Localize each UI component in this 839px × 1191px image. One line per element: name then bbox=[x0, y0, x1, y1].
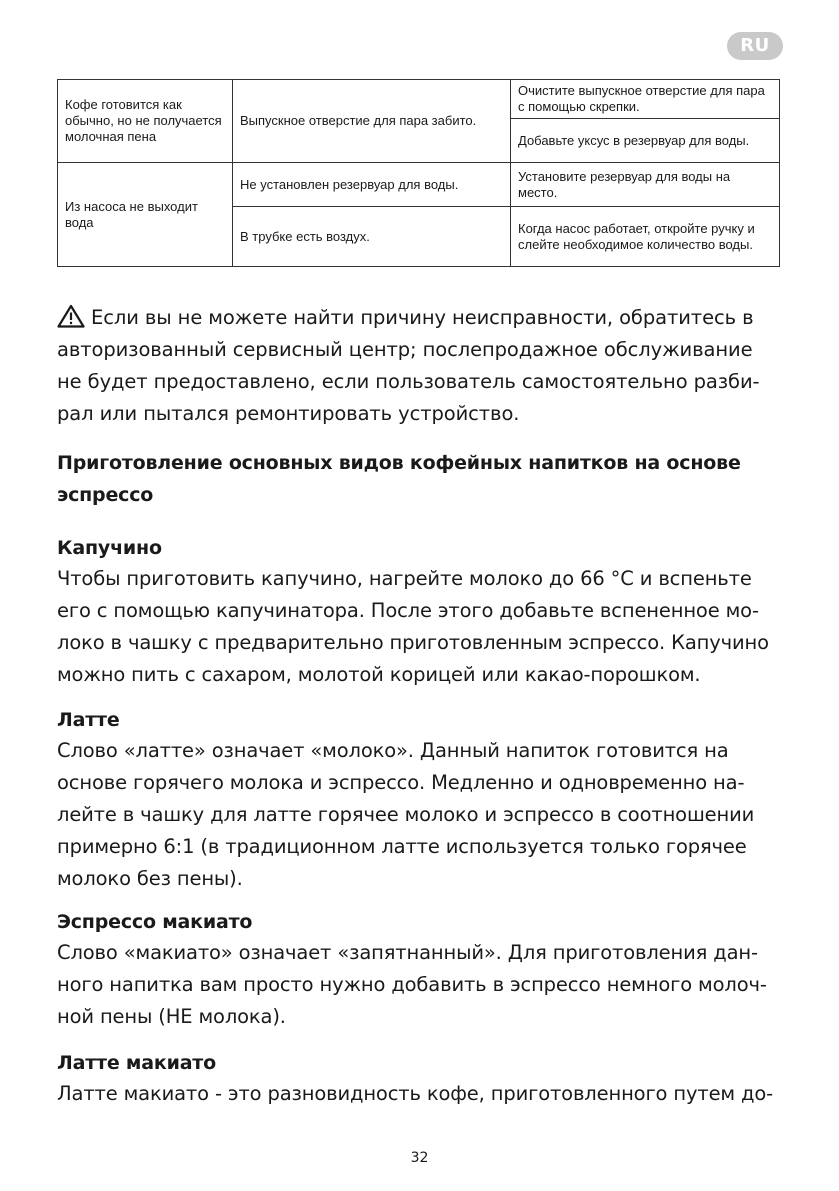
cause-cell: В трубке есть воздух. bbox=[233, 207, 511, 267]
text-line: Латте макиато - это разновидность кофе, приготовленного путем до- bbox=[57, 1082, 774, 1105]
text-line: молоко без пены). bbox=[57, 867, 243, 890]
text-line: Слово «латте» означает «молоко». Данный напиток готовится на bbox=[57, 739, 729, 762]
text-line: ной пены (НЕ молока). bbox=[57, 1005, 286, 1028]
main-heading bbox=[57, 447, 741, 511]
solution-cell: Установите резервуар для воды на место. bbox=[511, 163, 780, 207]
problem-cell: Из насоса не выходит вода bbox=[58, 163, 233, 267]
warning-line: не будет предоставлено, если пользователь самостоятельно разби- bbox=[57, 370, 760, 393]
warning-line: авторизованный сервисный центр; послепродажное обслуживание bbox=[57, 338, 753, 361]
cause-cell: Выпускное отверстие для пара забито. bbox=[233, 80, 511, 163]
section-title-latte-macchiato: Латте макиато bbox=[57, 1052, 216, 1074]
section-title-cappuccino: Капучино bbox=[57, 537, 162, 559]
text-line: основе горячего молока и эспрессо. Медленно и одновременно на- bbox=[57, 771, 745, 794]
warning-triangle-icon bbox=[57, 304, 85, 328]
language-badge: RU bbox=[727, 32, 783, 60]
text-line: его с помощью капучинатора. После этого добавьте вспененное мо- bbox=[57, 599, 759, 622]
table-row bbox=[58, 80, 780, 119]
text-line: ного напитка вам просто нужно добавить в эспрессо немного молоч- bbox=[57, 973, 767, 996]
main-heading-line: эспрессо bbox=[57, 484, 154, 506]
section-title-espresso-macchiato: Эспрессо макиато bbox=[57, 911, 253, 933]
troubleshooting-table bbox=[57, 79, 780, 267]
solution-cell: Добавьте уксус в резервуар для воды. bbox=[511, 119, 780, 163]
section-body-espresso-macchiato bbox=[57, 937, 792, 1033]
solution-cell: Очистите выпускное отверстие для пара с помощью скрепки. bbox=[511, 80, 780, 119]
section-body-latte bbox=[57, 735, 792, 895]
text-line: Слово «макиато» означает «запятнанный». Для приготовления дан- bbox=[57, 941, 758, 964]
page-number: 32 bbox=[410, 1150, 429, 1166]
problem-cell: Кофе готовится как обычно, но не получается молочная пена bbox=[58, 80, 233, 163]
solution-cell: Когда насос работает, откройте ручку и слейте необходимое количество воды. bbox=[511, 207, 780, 267]
text-line: локо в чашку с предварительно приготовленным эспрессо. Капучино bbox=[57, 631, 769, 654]
text-line: Чтобы приготовить капучино, нагрейте молоко до 66 °С и вспеньте bbox=[57, 567, 752, 590]
warning-line: рал или пытался ремонтировать устройство. bbox=[57, 402, 520, 425]
text-line: лейте в чашку для латте горячее молоко и эспрессо в соотношении bbox=[57, 803, 755, 826]
main-heading-line: Приготовление основных видов кофейных напитков на основе bbox=[57, 452, 741, 474]
section-title-latte: Латте bbox=[57, 709, 120, 731]
cause-cell: Не установлен резервуар для воды. bbox=[233, 163, 511, 207]
section-body-latte-macchiato bbox=[57, 1078, 792, 1110]
text-line: примерно 6:1 (в традиционном латте используется только горячее bbox=[57, 835, 747, 858]
section-body-cappuccino bbox=[57, 563, 792, 691]
text-line: можно пить с сахаром, молотой корицей или какао-порошком. bbox=[57, 663, 701, 686]
table-row bbox=[58, 163, 780, 207]
warning-line: Если вы не можете найти причину неисправности, обратитесь в bbox=[57, 302, 787, 334]
warning-note bbox=[57, 302, 787, 430]
